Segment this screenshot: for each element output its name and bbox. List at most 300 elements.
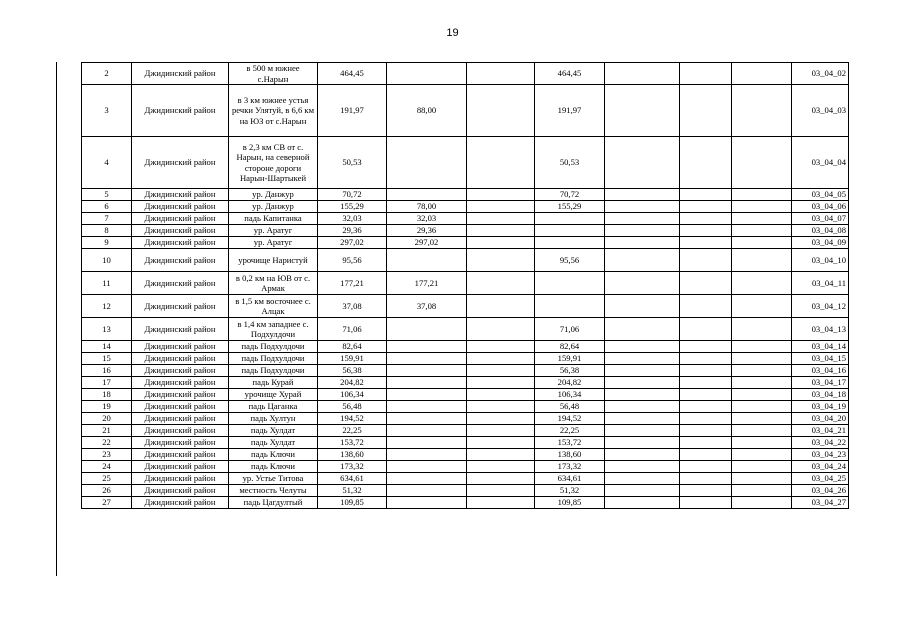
empty-cell xyxy=(732,318,792,341)
location-cell: падь Хулдат xyxy=(229,437,318,449)
value2-cell xyxy=(535,272,605,295)
table-row xyxy=(82,341,849,353)
empty-cell xyxy=(467,272,535,295)
district-cell: Джидинский район xyxy=(132,189,229,201)
value2-cell: 106,34 xyxy=(535,389,605,401)
empty-cell xyxy=(467,473,535,485)
empty-cell xyxy=(467,137,535,189)
location-cell: падь Ключи xyxy=(229,461,318,473)
code-cell: 03_04_02 xyxy=(792,63,849,85)
area-cell: 109,85 xyxy=(318,497,387,509)
empty-cell xyxy=(732,497,792,509)
code-cell: 03_04_18 xyxy=(792,389,849,401)
location-cell: в 1,5 км восточнее с. Алцак xyxy=(229,295,318,318)
value1-cell xyxy=(387,389,467,401)
district-cell: Джидинский район xyxy=(132,437,229,449)
table-row xyxy=(82,377,849,389)
location-cell: падь Подхулдочи xyxy=(229,341,318,353)
empty-cell xyxy=(680,497,732,509)
table-row xyxy=(82,237,849,249)
empty-cell xyxy=(605,377,680,389)
empty-cell xyxy=(467,295,535,318)
table-body xyxy=(82,63,849,509)
value1-cell xyxy=(387,401,467,413)
empty-cell xyxy=(732,437,792,449)
value1-cell xyxy=(387,249,467,272)
empty-cell xyxy=(732,365,792,377)
value1-cell xyxy=(387,137,467,189)
row-number: 5 xyxy=(82,189,132,201)
empty-cell xyxy=(467,63,535,85)
empty-cell xyxy=(605,85,680,137)
empty-cell xyxy=(467,413,535,425)
empty-cell xyxy=(732,389,792,401)
value2-cell: 153,72 xyxy=(535,437,605,449)
empty-cell xyxy=(680,225,732,237)
location-cell: в 2,3 км СВ от с. Нарын, на северной стороне дороги Нарын-Шартыкей xyxy=(229,137,318,189)
table-row xyxy=(82,225,849,237)
code-cell: 03_04_27 xyxy=(792,497,849,509)
area-cell: 32,03 xyxy=(318,213,387,225)
location-cell: ур. Устье Титова xyxy=(229,473,318,485)
row-number: 3 xyxy=(82,85,132,137)
district-cell: Джидинский район xyxy=(132,201,229,213)
row-number: 19 xyxy=(82,401,132,413)
empty-cell xyxy=(680,341,732,353)
empty-cell xyxy=(680,137,732,189)
area-cell: 71,06 xyxy=(318,318,387,341)
value1-cell: 297,02 xyxy=(387,237,467,249)
district-cell: Джидинский район xyxy=(132,353,229,365)
row-number: 25 xyxy=(82,473,132,485)
empty-cell xyxy=(680,295,732,318)
area-cell: 95,56 xyxy=(318,249,387,272)
value2-cell: 191,97 xyxy=(535,85,605,137)
empty-cell xyxy=(680,425,732,437)
area-cell: 159,91 xyxy=(318,353,387,365)
row-number: 9 xyxy=(82,237,132,249)
code-cell: 03_04_25 xyxy=(792,473,849,485)
district-cell: Джидинский район xyxy=(132,237,229,249)
row-number: 13 xyxy=(82,318,132,341)
empty-cell xyxy=(467,365,535,377)
empty-cell xyxy=(605,437,680,449)
district-cell: Джидинский район xyxy=(132,485,229,497)
area-cell: 56,38 xyxy=(318,365,387,377)
value1-cell xyxy=(387,425,467,437)
location-cell: падь Курай xyxy=(229,377,318,389)
location-cell: в 1,4 км западнее с. Подхулдочи xyxy=(229,318,318,341)
district-cell: Джидинский район xyxy=(132,225,229,237)
table-row xyxy=(82,295,849,318)
empty-cell xyxy=(680,249,732,272)
empty-cell xyxy=(680,401,732,413)
empty-cell xyxy=(680,389,732,401)
empty-cell xyxy=(732,401,792,413)
value2-cell: 70,72 xyxy=(535,189,605,201)
empty-cell xyxy=(605,137,680,189)
page-number: 19 xyxy=(446,27,459,39)
land-registry-table xyxy=(81,62,849,509)
empty-cell xyxy=(467,449,535,461)
table-row xyxy=(82,365,849,377)
value2-cell: 56,48 xyxy=(535,401,605,413)
value2-cell xyxy=(535,237,605,249)
value1-cell xyxy=(387,353,467,365)
empty-cell xyxy=(605,272,680,295)
code-cell: 03_04_23 xyxy=(792,449,849,461)
location-cell: падь Хултун xyxy=(229,413,318,425)
row-number: 17 xyxy=(82,377,132,389)
area-cell: 22,25 xyxy=(318,425,387,437)
value1-cell: 78,00 xyxy=(387,201,467,213)
location-cell: падь Подхулдочи xyxy=(229,353,318,365)
area-cell: 56,48 xyxy=(318,401,387,413)
row-number: 6 xyxy=(82,201,132,213)
area-cell: 106,34 xyxy=(318,389,387,401)
empty-cell xyxy=(605,63,680,85)
district-cell: Джидинский район xyxy=(132,377,229,389)
value1-cell: 29,36 xyxy=(387,225,467,237)
district-cell: Джидинский район xyxy=(132,425,229,437)
district-cell: Джидинский район xyxy=(132,473,229,485)
value2-cell: 109,85 xyxy=(535,497,605,509)
row-number: 23 xyxy=(82,449,132,461)
row-number: 11 xyxy=(82,272,132,295)
row-number: 8 xyxy=(82,225,132,237)
empty-cell xyxy=(467,85,535,137)
empty-cell xyxy=(605,389,680,401)
empty-cell xyxy=(732,63,792,85)
code-cell: 03_04_10 xyxy=(792,249,849,272)
district-cell: Джидинский район xyxy=(132,389,229,401)
district-cell: Джидинский район xyxy=(132,272,229,295)
value1-cell xyxy=(387,341,467,353)
table-row xyxy=(82,401,849,413)
value2-cell: 95,56 xyxy=(535,249,605,272)
table-row xyxy=(82,449,849,461)
location-cell: в 3 км южнее устья речки Улятуй, в 6,6 км на ЮЗ от с.Нарын xyxy=(229,85,318,137)
value1-cell xyxy=(387,437,467,449)
code-cell: 03_04_16 xyxy=(792,365,849,377)
empty-cell xyxy=(732,353,792,365)
empty-cell xyxy=(467,485,535,497)
district-cell: Джидинский район xyxy=(132,85,229,137)
empty-cell xyxy=(680,201,732,213)
empty-cell xyxy=(467,497,535,509)
code-cell: 03_04_20 xyxy=(792,413,849,425)
empty-cell xyxy=(605,237,680,249)
empty-cell xyxy=(605,473,680,485)
district-cell: Джидинский район xyxy=(132,63,229,85)
area-cell: 29,36 xyxy=(318,225,387,237)
location-cell: падь Подхулдочи xyxy=(229,365,318,377)
empty-cell xyxy=(732,341,792,353)
value1-cell xyxy=(387,473,467,485)
value1-cell xyxy=(387,318,467,341)
area-cell: 191,97 xyxy=(318,85,387,137)
empty-cell xyxy=(680,318,732,341)
empty-cell xyxy=(467,377,535,389)
district-cell: Джидинский район xyxy=(132,249,229,272)
value1-cell: 177,21 xyxy=(387,272,467,295)
empty-cell xyxy=(680,437,732,449)
empty-cell xyxy=(605,341,680,353)
row-number: 14 xyxy=(82,341,132,353)
district-cell: Джидинский район xyxy=(132,449,229,461)
location-cell: падь Ключи xyxy=(229,449,318,461)
area-cell: 155,29 xyxy=(318,201,387,213)
value1-cell xyxy=(387,63,467,85)
district-cell: Джидинский район xyxy=(132,318,229,341)
area-cell: 153,72 xyxy=(318,437,387,449)
code-cell: 03_04_08 xyxy=(792,225,849,237)
location-cell: в 0,2 км на ЮВ от с. Армак xyxy=(229,272,318,295)
empty-cell xyxy=(467,425,535,437)
empty-cell xyxy=(732,461,792,473)
empty-cell xyxy=(467,213,535,225)
table-row xyxy=(82,413,849,425)
row-number: 27 xyxy=(82,497,132,509)
code-cell: 03_04_04 xyxy=(792,137,849,189)
value1-cell xyxy=(387,365,467,377)
empty-cell xyxy=(680,461,732,473)
location-cell: падь Хулдат xyxy=(229,425,318,437)
table-row xyxy=(82,213,849,225)
value2-cell: 464,45 xyxy=(535,63,605,85)
empty-cell xyxy=(605,401,680,413)
empty-cell xyxy=(680,237,732,249)
empty-cell xyxy=(680,353,732,365)
empty-cell xyxy=(680,63,732,85)
value2-cell: 71,06 xyxy=(535,318,605,341)
row-number: 20 xyxy=(82,413,132,425)
location-cell: падь Цаганка xyxy=(229,401,318,413)
value2-cell xyxy=(535,213,605,225)
empty-cell xyxy=(467,318,535,341)
empty-cell xyxy=(605,225,680,237)
empty-cell xyxy=(732,377,792,389)
empty-cell xyxy=(605,485,680,497)
location-cell: ур. Данжур xyxy=(229,201,318,213)
table-row xyxy=(82,389,849,401)
value2-cell xyxy=(535,225,605,237)
code-cell: 03_04_19 xyxy=(792,401,849,413)
empty-cell xyxy=(732,485,792,497)
value1-cell xyxy=(387,377,467,389)
empty-cell xyxy=(732,413,792,425)
district-cell: Джидинский район xyxy=(132,401,229,413)
code-cell: 03_04_05 xyxy=(792,189,849,201)
empty-cell xyxy=(605,318,680,341)
area-cell: 173,32 xyxy=(318,461,387,473)
empty-cell xyxy=(680,272,732,295)
empty-cell xyxy=(467,341,535,353)
table-row xyxy=(82,189,849,201)
empty-cell xyxy=(680,85,732,137)
empty-cell xyxy=(680,473,732,485)
district-cell: Джидинский район xyxy=(132,341,229,353)
value2-cell: 50,53 xyxy=(535,137,605,189)
empty-cell xyxy=(732,272,792,295)
area-cell: 51,32 xyxy=(318,485,387,497)
code-cell: 03_04_09 xyxy=(792,237,849,249)
row-number: 7 xyxy=(82,213,132,225)
row-number: 12 xyxy=(82,295,132,318)
empty-cell xyxy=(467,437,535,449)
location-cell: местность Челуты xyxy=(229,485,318,497)
location-cell: ур. Данжур xyxy=(229,189,318,201)
district-cell: Джидинский район xyxy=(132,413,229,425)
location-cell: урочище Наристуй xyxy=(229,249,318,272)
area-cell: 82,64 xyxy=(318,341,387,353)
row-number: 24 xyxy=(82,461,132,473)
table-row xyxy=(82,461,849,473)
empty-cell xyxy=(467,189,535,201)
value1-cell xyxy=(387,413,467,425)
area-cell: 634,61 xyxy=(318,473,387,485)
empty-cell xyxy=(605,295,680,318)
code-cell: 03_04_11 xyxy=(792,272,849,295)
area-cell: 204,82 xyxy=(318,377,387,389)
row-number: 18 xyxy=(82,389,132,401)
area-cell: 177,21 xyxy=(318,272,387,295)
row-number: 21 xyxy=(82,425,132,437)
code-cell: 03_04_21 xyxy=(792,425,849,437)
empty-cell xyxy=(732,295,792,318)
value2-cell: 173,32 xyxy=(535,461,605,473)
empty-cell xyxy=(605,213,680,225)
table-row xyxy=(82,63,849,85)
location-cell: ур. Аратуг xyxy=(229,237,318,249)
location-cell: урочище Хурай xyxy=(229,389,318,401)
empty-cell xyxy=(605,461,680,473)
empty-cell xyxy=(605,413,680,425)
code-cell: 03_04_24 xyxy=(792,461,849,473)
empty-cell xyxy=(605,353,680,365)
code-cell: 03_04_12 xyxy=(792,295,849,318)
code-cell: 03_04_17 xyxy=(792,377,849,389)
value1-cell xyxy=(387,485,467,497)
value2-cell xyxy=(535,295,605,318)
code-cell: 03_04_07 xyxy=(792,213,849,225)
district-cell: Джидинский район xyxy=(132,461,229,473)
table-row xyxy=(82,485,849,497)
table-row xyxy=(82,137,849,189)
margin-line xyxy=(56,62,57,576)
empty-cell xyxy=(467,401,535,413)
value1-cell xyxy=(387,461,467,473)
area-cell: 194,52 xyxy=(318,413,387,425)
empty-cell xyxy=(467,249,535,272)
row-number: 22 xyxy=(82,437,132,449)
value2-cell: 204,82 xyxy=(535,377,605,389)
table-row xyxy=(82,272,849,295)
empty-cell xyxy=(732,137,792,189)
empty-cell xyxy=(467,237,535,249)
code-cell: 03_04_26 xyxy=(792,485,849,497)
code-cell: 03_04_13 xyxy=(792,318,849,341)
location-cell: падь Цагдултый xyxy=(229,497,318,509)
value2-cell: 22,25 xyxy=(535,425,605,437)
area-cell: 297,02 xyxy=(318,237,387,249)
empty-cell xyxy=(680,213,732,225)
empty-cell xyxy=(605,189,680,201)
value2-cell: 138,60 xyxy=(535,449,605,461)
table-row xyxy=(82,425,849,437)
empty-cell xyxy=(680,449,732,461)
table-row xyxy=(82,437,849,449)
value2-cell: 155,29 xyxy=(535,201,605,213)
empty-cell xyxy=(467,389,535,401)
row-number: 16 xyxy=(82,365,132,377)
code-cell: 03_04_06 xyxy=(792,201,849,213)
value1-cell: 88,00 xyxy=(387,85,467,137)
location-cell: ур. Аратуг xyxy=(229,225,318,237)
value2-cell: 82,64 xyxy=(535,341,605,353)
district-cell: Джидинский район xyxy=(132,213,229,225)
empty-cell xyxy=(467,225,535,237)
empty-cell xyxy=(605,201,680,213)
code-cell: 03_04_03 xyxy=(792,85,849,137)
empty-cell xyxy=(732,85,792,137)
empty-cell xyxy=(680,485,732,497)
row-number: 15 xyxy=(82,353,132,365)
empty-cell xyxy=(605,449,680,461)
table-row xyxy=(82,497,849,509)
value2-cell: 56,38 xyxy=(535,365,605,377)
empty-cell xyxy=(467,201,535,213)
district-cell: Джидинский район xyxy=(132,137,229,189)
empty-cell xyxy=(605,497,680,509)
empty-cell xyxy=(732,425,792,437)
table-row xyxy=(82,201,849,213)
location-cell: падь Капитанка xyxy=(229,213,318,225)
area-cell: 138,60 xyxy=(318,449,387,461)
empty-cell xyxy=(605,249,680,272)
table-row xyxy=(82,353,849,365)
empty-cell xyxy=(732,237,792,249)
empty-cell xyxy=(680,189,732,201)
row-number: 2 xyxy=(82,63,132,85)
empty-cell xyxy=(732,189,792,201)
empty-cell xyxy=(732,473,792,485)
value1-cell: 32,03 xyxy=(387,213,467,225)
row-number: 10 xyxy=(82,249,132,272)
value2-cell: 634,61 xyxy=(535,473,605,485)
empty-cell xyxy=(732,213,792,225)
row-number: 26 xyxy=(82,485,132,497)
empty-cell xyxy=(732,225,792,237)
value1-cell xyxy=(387,449,467,461)
empty-cell xyxy=(467,353,535,365)
district-cell: Джидинский район xyxy=(132,295,229,318)
code-cell: 03_04_22 xyxy=(792,437,849,449)
value2-cell: 159,91 xyxy=(535,353,605,365)
empty-cell xyxy=(605,365,680,377)
empty-cell xyxy=(732,449,792,461)
value2-cell: 194,52 xyxy=(535,413,605,425)
district-cell: Джидинский район xyxy=(132,497,229,509)
row-number: 4 xyxy=(82,137,132,189)
empty-cell xyxy=(732,249,792,272)
empty-cell xyxy=(605,425,680,437)
empty-cell xyxy=(732,201,792,213)
value1-cell xyxy=(387,497,467,509)
value2-cell: 51,32 xyxy=(535,485,605,497)
area-cell: 50,53 xyxy=(318,137,387,189)
empty-cell xyxy=(680,365,732,377)
